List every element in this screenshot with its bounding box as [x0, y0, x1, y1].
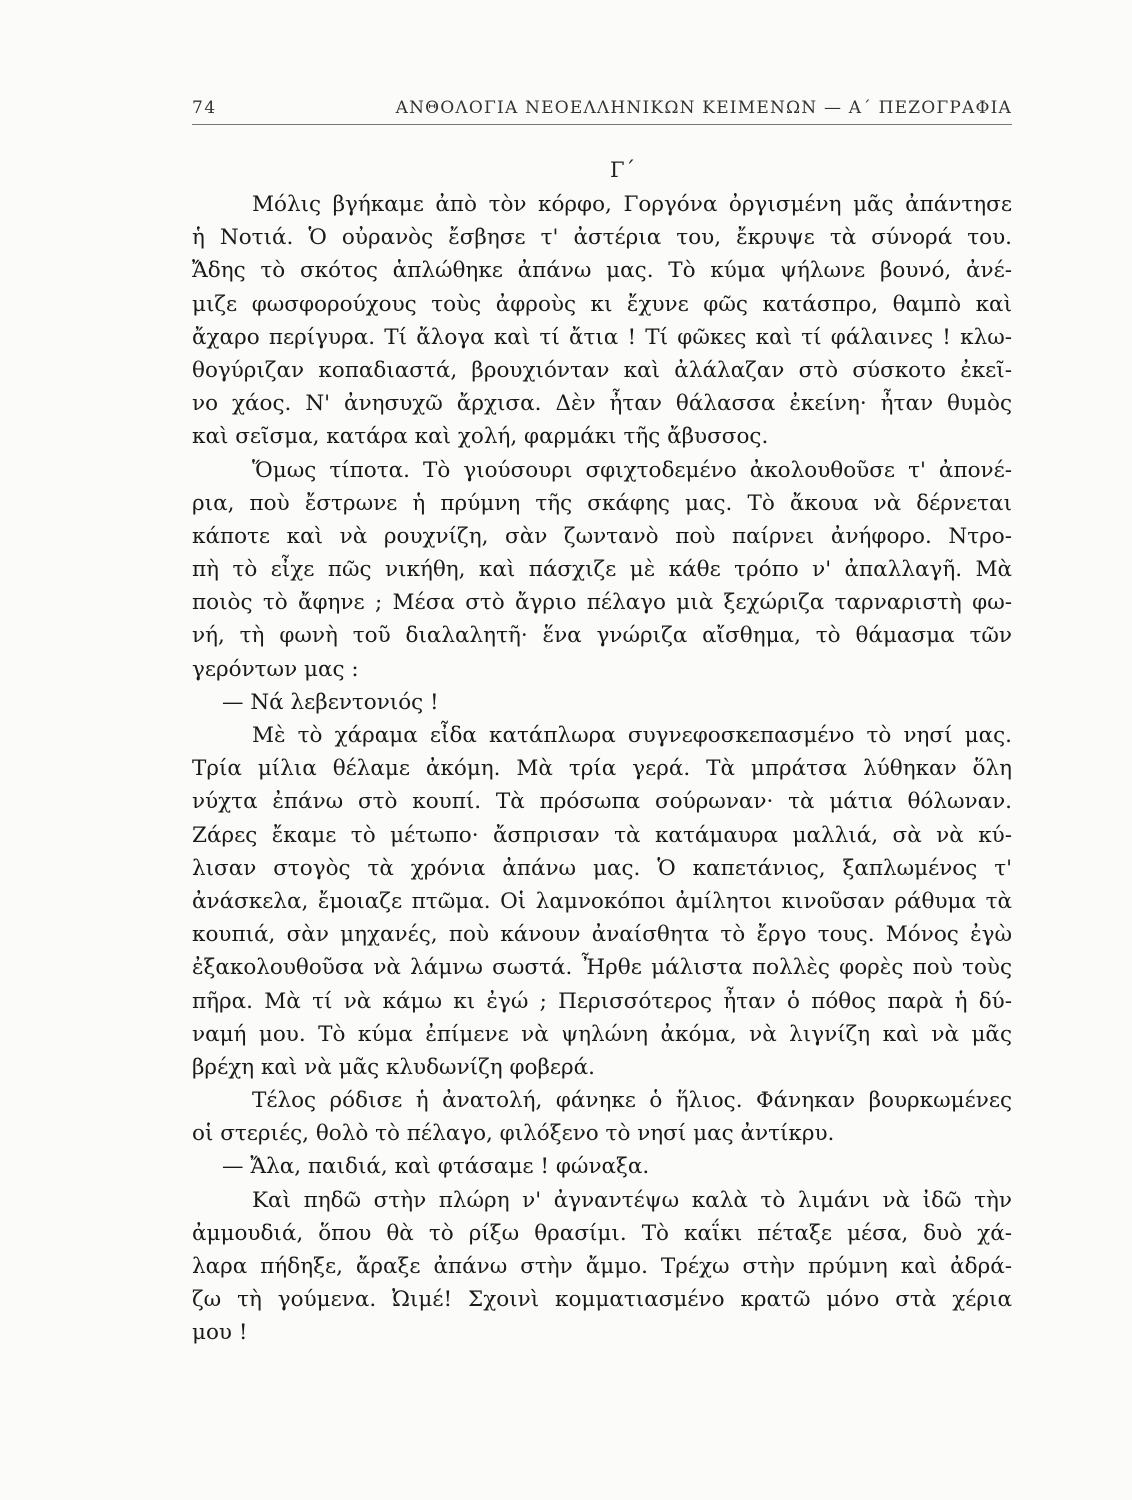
text-line: Μὲ τὸ χάραμα εἶδα κατάπλωρα συγνεφοσκεπασμένο τὸ νησί μας. [252, 723, 1012, 748]
text-line: Ἄδης τὸ σκότος ἁπλώθηκε ἀπάνω μας. Τὸ κύμα ψήλωνε βουνό, ἀνέ- [192, 258, 1012, 284]
text-line: καὶ σεῖσμα, κατάρα καὶ χολή, φαρμάκι τῆς ἄβυσσος. [192, 424, 769, 450]
text-line: Ζάρες ἔκαμε τὸ μέτωπο· ἄσπρισαν τὰ κατάμαυρα μαλλιά, σὰ νὰ κύ- [192, 822, 1012, 848]
text-line: ποιὸς τὸ ἄφηνε ; Μέσα στὸ ἄγριο πέλαγο μιὰ ξεχώριζα ταρναριστὴ φω- [192, 590, 1012, 616]
text-line: μου ! [192, 1320, 248, 1346]
text-line: Καὶ πηδῶ στὴν πλώρη ν' ἀγναντέψω καλὰ τὸ λιμάνι νὰ ἰδῶ τὴν [252, 1187, 1012, 1213]
running-header [192, 98, 1012, 124]
text-line: μιζε φωσφορούχους τοὺς ἀφροὺς κι ἔχυνε φῶς κατάσπρο, θαμπὸ καὶ [192, 291, 1012, 317]
text-line: Ὅμως τίποτα. Τὸ γιούσουρι σφιχτοδεμένο ἀκολουθοῦσε τ' ἀπονέ- [252, 457, 1012, 483]
text-line: Μόλις βγήκαμε ἀπὸ τὸν κόρφο, Γοργόνα ὀργισμένη μᾶς ἀπάντησε [252, 192, 1012, 217]
text-line: ἐξακολουθοῦσα νὰ λάμνω σωστά. Ἦρθε μάλιστα πολλὲς φορὲς ποὺ τοὺς [192, 955, 1012, 981]
text-line: νή, τὴ φωνὴ τοῦ διαλαλητῆ· ἕνα γνώριζα αἴσθημα, τὸ θάμασμα τῶν [192, 623, 1012, 649]
text-line: πὴ τὸ εἶχε πῶς νικήθη, καὶ πάσχιζε μὲ κάθε τρόπο ν' ἀπαλλαγῆ. Μὰ [192, 557, 1012, 583]
body-text [192, 188, 1012, 1350]
text-line: κάποτε καὶ νὰ ρουχνίζη, σὰν ζωντανὸ ποὺ παίρνει ἀνήφορο. Ντρο- [192, 523, 1012, 549]
text-line: λαρα πήδηξε, ἄραξε ἀπάνω στὴν ἄμμο. Τρέχω στὴν πρύμνη καὶ ἀδρά- [192, 1254, 1012, 1279]
dialogue-line: — Νά λεβεντονιός ! [222, 689, 439, 715]
text-line: γερόντων μας : [192, 656, 359, 682]
section-mark: Γ΄ [610, 158, 636, 182]
text-line: ἀνάσκελα, ἔμοιαζε πτῶμα. Οἱ λαμνοκόποι ἀμίλητοι κινοῦσαν ράθυμα τὰ [192, 888, 1012, 914]
text-line: ἄχαρο περίγυρα. Τί ἄλογα καὶ τί ἄτια ! Τί φῶκες καὶ τί φάλαινες ! κλω- [192, 324, 1012, 350]
header-rule [192, 124, 1012, 125]
text-line: οἱ στεριές, θολὸ τὸ πέλαγο, φιλόξενο τὸ νησί μας ἀντίκρυ. [192, 1121, 835, 1147]
text-line: Τέλος ρόδισε ἡ ἀνατολή, φάνηκε ὁ ἥλιος. Φάνηκαν βουρκωμένες [252, 1088, 1012, 1114]
text-line: νο χάος. Ν' ἀνησυχῶ ἄρχισα. Δὲν ἦταν θάλασσα ἐκείνη· ἦταν θυμὸς [192, 391, 1012, 417]
text-line: πῆρα. Μὰ τί νὰ κάμω κι ἐγώ ; Περισσότερος ἦταν ὁ πόθος παρὰ ἡ δύ- [192, 988, 1012, 1014]
running-title: ΑΝΘΟΛΟΓΙΑ ΝΕΟΕΛΛΗΝΙΚΩΝ ΚΕΙΜΕΝΩΝ — Α΄ ΠΕΖΟΓΡΑΦΙΑ [395, 98, 1012, 118]
dialogue-line: — Ἄλα, παιδιά, καὶ φτάσαμε ! φώναξα. [222, 1154, 650, 1180]
text-line: Τρία μίλια θέλαμε ἀκόμη. Μὰ τρία γερά. Τὰ μπράτσα λύθηκαν ὅλη [192, 756, 1012, 782]
text-line: βρέχη καὶ νὰ μᾶς κλυδωνίζη φοβερά. [192, 1054, 595, 1080]
text-line: νύχτα ἐπάνω στὸ κουπί. Τὰ πρόσωπα σούρωναν· τὰ μάτια θόλωναν. [192, 789, 1012, 815]
page-number: 74 [192, 98, 217, 118]
text-line: ἡ Νοτιά. Ὁ οὐρανὸς ἔσβησε τ' ἀστέρια του, ἔκρυψε τὰ σύνορά του. [192, 225, 1012, 251]
text-line: ρια, ποὺ ἔστρωνε ἡ πρύμνη τῆς σκάφης μας. Τὸ ἄκουα νὰ δέρνεται [192, 490, 1012, 516]
text-line: ἀμμουδιά, ὅπου θὰ τὸ ρίξω θρασίμι. Τὸ καΐκι πέταξε μέσα, δυὸ χά- [192, 1220, 1012, 1246]
text-line: λισαν στογὸς τὰ χρόνια ἀπάνω μας. Ὁ καπετάνιος, ξαπλωμένος τ' [192, 855, 1012, 881]
text-line: θογύριζαν κοπαδιαστά, βρουχιόνταν καὶ ἀλάλαζαν στὸ σύσκοτο ἐκεῖ- [192, 357, 1012, 383]
text-line: ναμή μου. Τὸ κύμα ἐπίμενε νὰ ψηλώνη ἀκόμα, νὰ λιγνίζη καὶ νὰ μᾶς [192, 1021, 1012, 1047]
text-line: ζω τὴ γούμενα. Ὠιμέ! Σχοινὶ κομματιασμένο κρατῶ μόνο στὰ χέρια [192, 1287, 1012, 1313]
text-line: κουπιά, σὰν μηχανές, ποὺ κάνουν ἀναίσθητα τὸ ἔργο τους. Μόνος ἐγὼ [192, 922, 1012, 948]
